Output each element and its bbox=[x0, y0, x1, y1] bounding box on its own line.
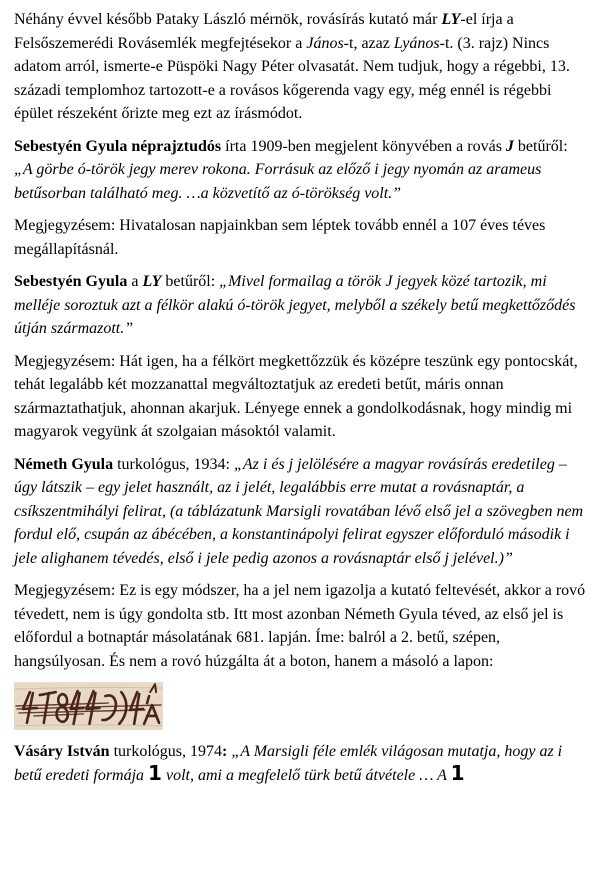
paragraph-remark-felkor bbox=[14, 350, 590, 444]
paragraph-intro-pataky bbox=[14, 8, 590, 126]
text-run-quote: „A Marsigli féle emlék világosan mutatja, hogy az i betű eredeti formája bbox=[14, 743, 563, 784]
paragraph-nemeth-1934 bbox=[14, 453, 590, 571]
text-run: -el írja a Felsőszemerédi Rovásemlék megfejtésekor a bbox=[14, 11, 514, 52]
text-run: -t. (3. rajz) Nincs adatom arról, ismerte-e Püspöki Nagy Péter olvasatát. Nem tudjuk, hogy a régebbi, 13. századi templomhoz tartozott-e a rovásos kőgerenda vagy egy, még ennél is régebbi épület részeként őrizte meg ezt az írásmódot. bbox=[14, 34, 570, 123]
rune-i-glyph: 1 bbox=[148, 760, 162, 785]
text-run-j: J bbox=[505, 137, 514, 155]
text-run-ly: LY bbox=[441, 11, 461, 28]
text-run-author: Vásáry István bbox=[14, 743, 110, 761]
text-run-author: Sebestyén Gyula bbox=[14, 273, 128, 291]
text-run: -t, azaz bbox=[343, 34, 394, 52]
text-run-quote: „Mivel formailag a török J jegyek közé tartozik, mi melléje soroztuk azt a félkör alakú ó-török jegyet, melyből a székely betű megkettőződés útján származott.” bbox=[14, 273, 576, 338]
paragraph-remark-107-eves bbox=[14, 214, 590, 261]
rune-i-glyph: 1 bbox=[450, 760, 465, 785]
runic-inscription-image bbox=[14, 682, 163, 730]
text-run: Megjegyzésem: Hát igen, ha a félkört megkettőzzük és középre teszünk egy pontocskát, tehát legalább két mozzanattal megváltoztatjuk az eredeti betűt, máris onnan származtathatjuk, ahonnan akarjuk. Lényege ennek a gondolkodásnak, hogy mindig mi magyarok vegyünk át szolgaian másoktól valamit. bbox=[14, 352, 578, 441]
paragraph-vasary-1974 bbox=[14, 740, 590, 787]
text-run: betűről: bbox=[161, 273, 220, 291]
text-run: betűről: bbox=[513, 137, 568, 155]
runic-inscription-drawing bbox=[14, 682, 163, 730]
paragraph-remark-botnaptar bbox=[14, 579, 590, 673]
text-run-author: Sebestyén Gyula néprajztudós bbox=[14, 137, 222, 155]
text-run: Megjegyzésem: Hivatalosan napjainkban sem léptek tovább ennél a 107 éves téves megállapításnál. bbox=[14, 217, 546, 258]
text-run-janos: János bbox=[306, 34, 344, 52]
text-run: Néhány évvel később Pataky László mérnök, rovásírás kutató már bbox=[14, 11, 442, 28]
text-run-quote: „A görbe ó-török jegy merev rokona. Forrásuk az előző i jegy nyomán az arameus betűsorban található meg. …a közvetítő az ó-törökség volt.” bbox=[14, 161, 542, 202]
text-run-author: Németh Gyula bbox=[14, 455, 114, 473]
text-run-lyanos: Lyános bbox=[393, 34, 440, 52]
text-run-ly: LY bbox=[142, 273, 162, 291]
text-run: turkológus, 1974 bbox=[109, 743, 223, 761]
paragraph-sebestyen-1909 bbox=[14, 135, 590, 206]
text-run: turkológus, 1934: bbox=[113, 455, 234, 473]
text-run: Megjegyzésem: Ez is egy módszer, ha a jel nem igazolja a kutató feltevését, akkor a rovó tévedett, nem is úgy gondolta stb. Itt most azonban Németh Gyula téved, az első jel is előfordul a botnaptár másolatának 681. lapján. Íme: balról a 2. betű, szépen, hangsúlyosan. És nem a rovó húzgálta át a boton, hanem a másoló a lapon: bbox=[14, 582, 586, 670]
paragraph-sebestyen-ly bbox=[14, 270, 590, 341]
text-run-quote: volt, ami a megfelelő türk betű átvétele bbox=[161, 766, 416, 784]
text-run-quote: „Az i és j jelölésére a magyar rovásírás eredetileg – úgy látszik – egy jelet használt, az i jelét, legalábbis erre mutat a rovásnaptár, a csíkszentmihályi felirat, (a táblázatunk Marsigli rovatában lévő első jel a szövegben nem fordul elő, csupán az ábécében, a konstantinápolyi felirat egyszer előforduló második i jele alighanem tévedés, első i jele pedig azonos a rovásnaptár első j jelével.)” bbox=[14, 455, 584, 567]
text-run-quote: … A bbox=[415, 766, 451, 784]
text-run: írta 1909-ben megjelent könyvében a rovás bbox=[221, 137, 506, 155]
text-run-colon: : bbox=[222, 743, 228, 761]
text-run: a bbox=[127, 273, 143, 291]
